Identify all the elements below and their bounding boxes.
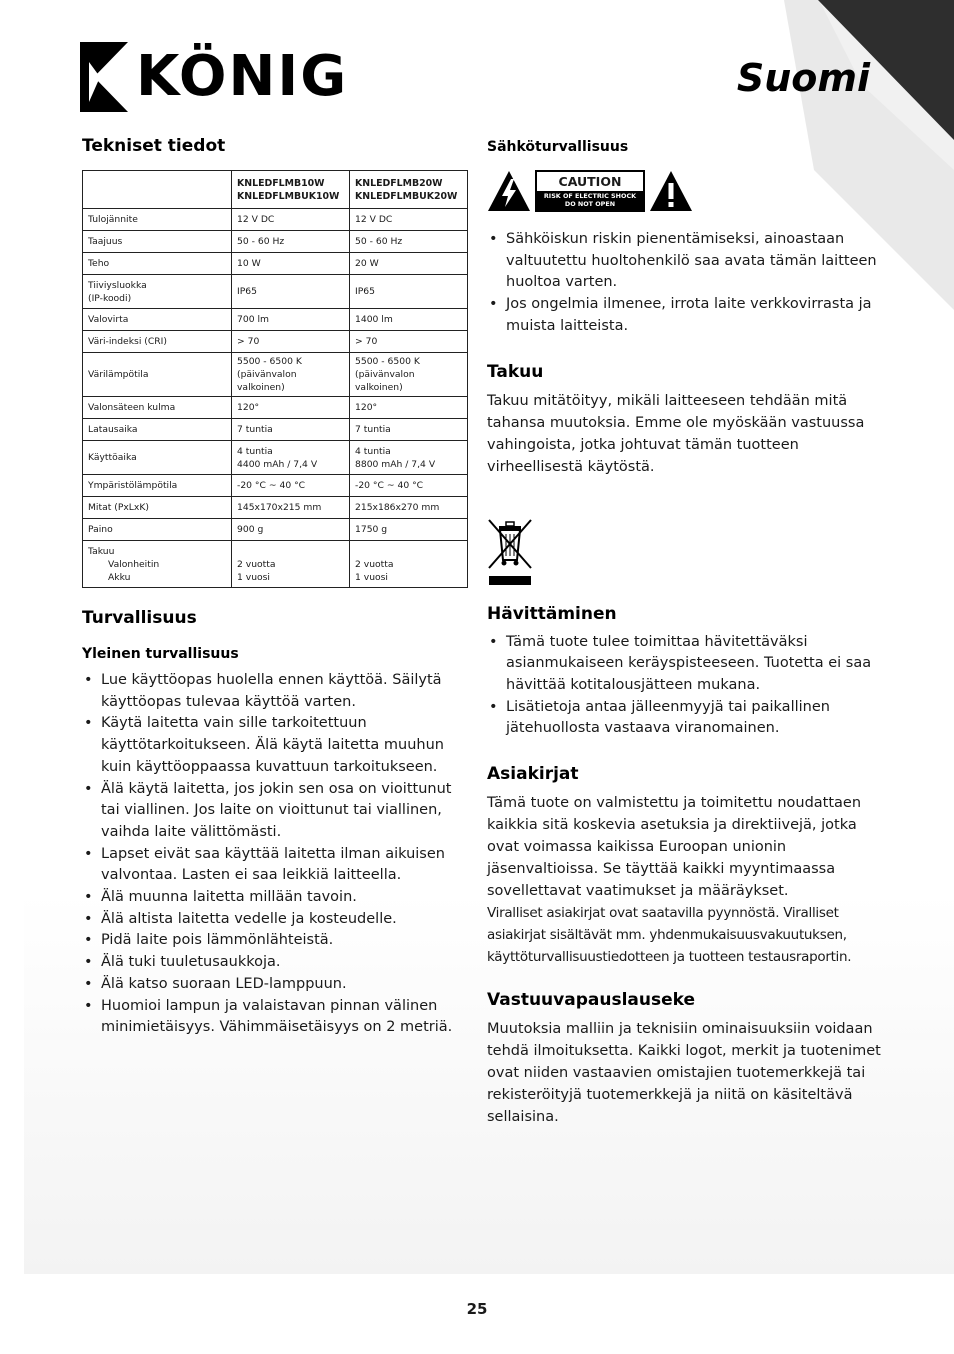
table-row [83,331,468,353]
table-row [83,209,468,231]
page-number: 25 [466,1300,488,1318]
safety-list [82,670,468,1039]
right-column [487,136,882,1128]
electrical-list [487,229,882,338]
list-item: • Älä käytä laitetta, jos jokin sen osa on vioittunut tai viallinen. Jos laite on vioittunut tai viallinen, vaihda laite välittömästi. [82,779,468,844]
list-item: • Älä muunna laitetta millään tavoin. [82,887,468,909]
table-row [83,419,468,441]
table-row [83,253,468,275]
exclamation-warning-icon [649,170,693,212]
table-cell-value: 2 vuotta 1 vuosi [350,541,468,588]
warranty-text: Takuu mitätöityy, mikäli laitteeseen tehdään mitä tahansa muutoksia. Emme ole myöskään vastuussa vahingoista, jotka johtuvat tämän tuotteen virheellisestä käytöstä. [487,392,865,475]
list-item: • Lisätietoja antaa jälleenmyyjä tai paikallinen jätehuollosta vastaava viranomainen. [487,697,882,740]
specs-table [82,170,468,588]
list-item: • Käytä laitetta vain sille tarkoitettuun käyttötarkoitukseen. Älä käytä laitetta muuhun kuin käyttöoppaassa kuvattuun tarkoitukseen. [82,713,468,778]
disclaimer-text: Muutoksia malliin ja teknisiin ominaisuuksiin voidaan tehdä ilmoituksetta. Kaikki logot, merkit ja tuotenimet ovat niiden vastaavien omistajien tuotemerkkejä tai rekisteröityjä tuotemerkkejä ja niitä on käsiteltävä sellaisina. [487,1021,881,1126]
table-cell-label: Värilämpötila [83,353,232,397]
list-item: • Älä altista laitetta vedelle ja kosteudelle. [82,909,468,931]
table-row [83,497,468,519]
table-cell-label: Käyttöaika [83,441,232,475]
table-cell-value: 120° [350,397,468,419]
caution-label [487,169,882,213]
left-column [82,136,468,1039]
table-cell-value: 700 lm [232,309,350,331]
table-cell-value: 7 tuntia [350,419,468,441]
weee-symbol [487,518,882,590]
list-item: • Lapset eivät saa käyttää laitetta ilman aikuisen valvontaa. Lasten ei saa leikkiä laitteella. [82,844,468,887]
table-cell-label: Paino [83,519,232,541]
caution-box [535,170,645,212]
table-cell-value: 20 W [350,253,468,275]
table-cell-value: > 70 [232,331,350,353]
warranty-title: Takuu [487,361,544,382]
konig-logo [80,42,348,112]
table-cell-value: 4 tuntia 4400 mAh / 7,4 V [232,441,350,475]
table-header-empty [83,171,232,209]
table-cell-label: Teho [83,253,232,275]
table-cell-value: 50 - 60 Hz [232,231,350,253]
disposal-title: Hävittäminen [487,603,617,624]
lightning-warning-icon [487,170,531,212]
table-cell-value: 2 vuotta 1 vuosi [232,541,350,588]
table-header-model-b: KNLEDFLMB20W KNLEDFLMBUK20W [350,171,468,209]
table-cell-value: 10 W [232,253,350,275]
table-cell-value: IP65 [232,275,350,309]
table-cell-label: Tulojännite [83,209,232,231]
table-cell-value: 5500 - 6500 K (päivänvalon valkoinen) [350,353,468,397]
list-item: • Pidä laite pois lämmönlähteistä. [82,930,468,952]
table-cell-label: Latausaika [83,419,232,441]
table-cell-value: 145x170x215 mm [232,497,350,519]
table-cell-value: 120° [232,397,350,419]
list-item: • Älä tuki tuuletusaukkoja. [82,952,468,974]
table-header-row [83,171,468,209]
electrical-safety-title: Sähköturvallisuus [487,139,629,155]
table-row [83,275,468,309]
list-item: • Sähköiskun riskin pienentämiseksi, ainoastaan valtuutettu huoltohenkilö saa avata tämän laitteen huoltoa varten. [487,229,882,294]
table-cell-value: 1750 g [350,519,468,541]
disclaimer-title: Vastuuvapauslauseke [487,990,695,1011]
crossed-bin-icon [487,518,533,586]
table-cell-value: 4 tuntia 8800 mAh / 7,4 V [350,441,468,475]
table-cell-value: > 70 [350,331,468,353]
documents-text-2: Viralliset asiakirjat ovat saatavilla pyynnöstä. Viralliset asiakirjat sisältävät mm. yhdenmukaisuusvakuutuksen, käyttöturvallisuustiedotteen ja tuotteen testausraportin. [487,905,852,966]
konig-logo-icon [80,42,128,112]
table-cell-label: Takuu Valonheitin Akku [83,541,232,588]
table-cell-value: 12 V DC [350,209,468,231]
table-row [83,475,468,497]
table-cell-value: 900 g [232,519,350,541]
table-row [83,397,468,419]
table-cell-value: 50 - 60 Hz [350,231,468,253]
table-cell-value: 5500 - 6500 K (päivänvalon valkoinen) [232,353,350,397]
list-item: • Jos ongelmia ilmenee, irrota laite verkkovirrasta ja muista laitteista. [487,294,882,337]
table-cell-label: Valovirta [83,309,232,331]
table-cell-value: 7 tuntia [232,419,350,441]
table-header-model-a: KNLEDFLMB10W KNLEDFLMBUK10W [232,171,350,209]
documents-text: Tämä tuote on valmistettu ja toimitettu noudattaen kaikkia sitä koskevia asetuksia ja direktiivejä, jotka ovat voimassa kaikissa Euroopan unionin jäsenvaltioissa. Se täyttää kaikki myyntimaassa sovellettavat vaatimukset ja määräykset. [487,795,862,900]
documents-title: Asiakirjat [487,764,579,785]
disposal-list [487,632,882,741]
table-cell-label: Tiiviysluokka (IP-koodi) [83,275,232,309]
list-item: • Tämä tuote tulee toimittaa hävitettäväksi asianmukaiseen keräyspisteeseen. Tuotetta ei saa hävittää kotitalousjätteen mukana. [487,632,882,697]
table-cell-label: Mitat (PxLxK) [83,497,232,519]
language-title: Suomi [736,56,870,100]
caution-text: CAUTION [558,174,622,189]
table-row [83,541,468,588]
table-cell-value: IP65 [350,275,468,309]
table-cell-label: Valonsäteen kulma [83,397,232,419]
caution-subtext: RISK OF ELECTRIC SHOCK DO NOT OPEN [537,191,643,210]
table-row [83,353,468,397]
safety-title: Turvallisuus [82,608,197,628]
table-cell-label: Ympäristölämpötila [83,475,232,497]
table-row [83,519,468,541]
general-safety-title: Yleinen turvallisuus [82,646,239,662]
table-cell-label: Väri-indeksi (CRI) [83,331,232,353]
table-cell-value: -20 °C ~ 40 °C [350,475,468,497]
table-row [83,309,468,331]
table-cell-label: Taajuus [83,231,232,253]
brand-name: KÖNIG [136,44,349,109]
table-cell-value: 1400 lm [350,309,468,331]
list-item: • Lue käyttöopas huolella ennen käyttöä. Säilytä käyttöopas tulevaa käyttöä varten. [82,670,468,713]
table-cell-value: 12 V DC [232,209,350,231]
table-cell-value: -20 °C ~ 40 °C [232,475,350,497]
table-row [83,231,468,253]
list-item: • Älä katso suoraan LED-lamppuun. [82,974,468,996]
table-row [83,441,468,475]
table-cell-value: 215x186x270 mm [350,497,468,519]
specs-title: Tekniset tiedot [82,136,226,156]
list-item: • Huomioi lampun ja valaistavan pinnan välinen minimietäisyys. Vähimmäisetäisyys on 2 metriä. [82,996,468,1039]
